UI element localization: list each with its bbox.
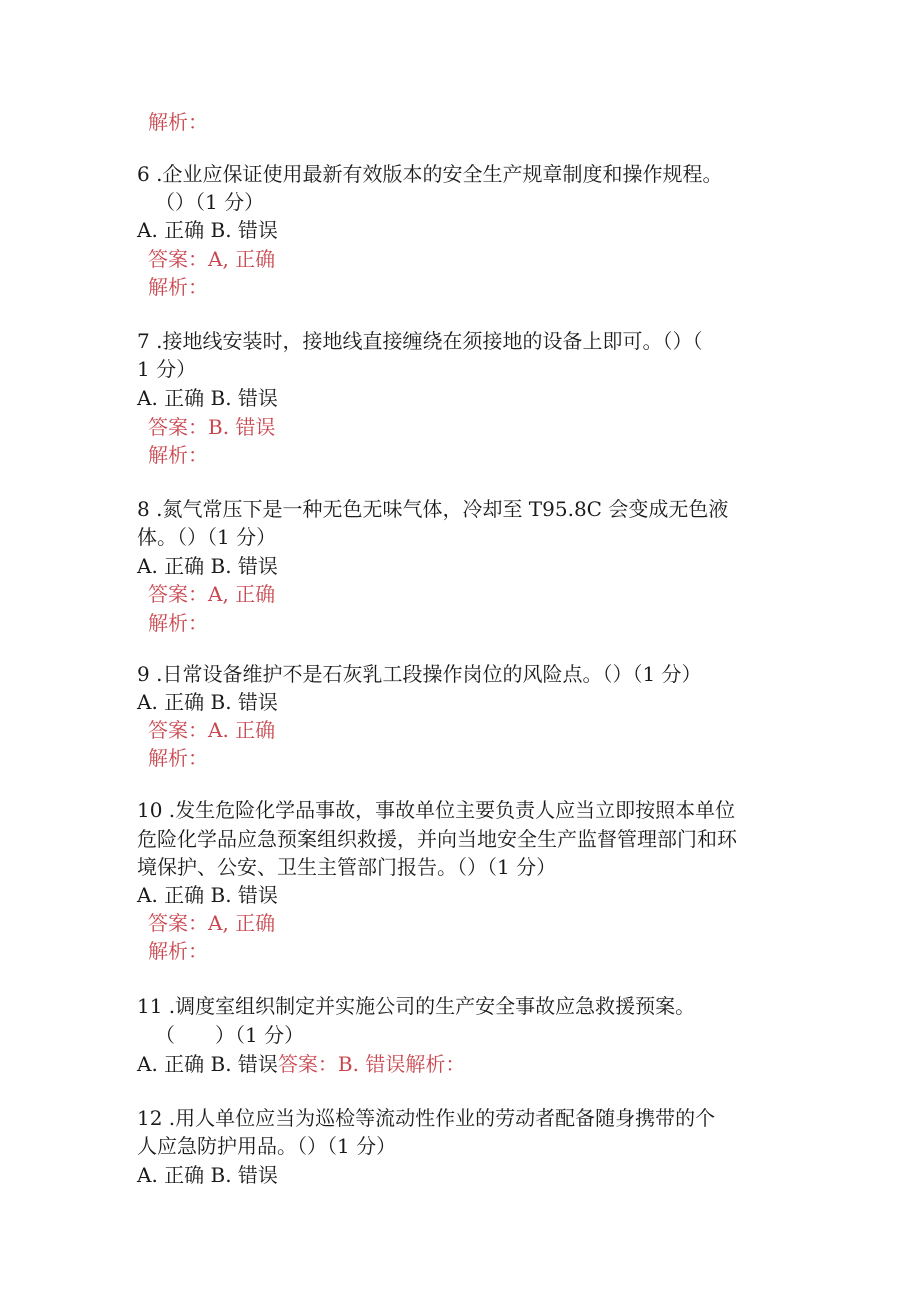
answer-line	[148, 108, 808, 136]
line-text: A. 正确 B. 错误	[137, 218, 278, 242]
line-text: 6 .企业应保证使用最新有效版本的安全生产规章制度和操作规程。	[137, 162, 723, 186]
line-text: 境保护、公安、卫生主管部门报告。（）（1 分）	[137, 855, 557, 879]
line-text: 人应急防护用品。（）（1 分）	[137, 1134, 397, 1158]
question-line	[137, 1050, 797, 1078]
question-line	[137, 160, 797, 188]
line-text: 体。（）（1 分）	[137, 525, 277, 549]
answer-line	[148, 716, 808, 744]
inline-answer: 答案：B. 错误解析：	[277, 1052, 466, 1076]
question-line	[137, 327, 797, 355]
question-line	[137, 853, 797, 881]
question-line	[137, 688, 797, 716]
question-line	[137, 1161, 797, 1189]
line-text: 答案：A, 正确	[148, 582, 276, 606]
answer-line	[148, 609, 808, 637]
question-line	[137, 825, 797, 853]
question-line	[137, 1104, 797, 1132]
line-text: 答案：A. 正确	[148, 718, 276, 742]
line-text: A. 正确 B. 错误	[137, 1163, 278, 1187]
line-text: 12 .用人单位应当为巡检等流动性作业的劳动者配备随身携带的个	[137, 1106, 716, 1130]
line-text: 10 .发生危险化学品事故，事故单位主要负责人应当立即按照本单位	[137, 798, 736, 822]
question-line	[137, 992, 797, 1020]
line-text: 11 .调度室组织制定并实施公司的生产安全事故应急救援预案。	[137, 994, 696, 1018]
question-line	[137, 355, 797, 383]
line-text: A. 正确 B. 错误	[137, 1052, 278, 1076]
line-text: A. 正确 B. 错误	[137, 554, 278, 578]
answer-line	[148, 580, 808, 608]
question-line	[137, 881, 797, 909]
question-line	[137, 384, 797, 412]
question-line	[137, 660, 797, 688]
line-text: 解析：	[148, 611, 208, 635]
line-text: 解析：	[148, 110, 208, 134]
answer-line	[148, 909, 808, 937]
answer-line	[148, 937, 808, 965]
line-text: 危险化学品应急预案组织救援，并向当地安全生产监督管理部门和环	[137, 827, 737, 851]
line-text: 答案：A, 正确	[148, 911, 276, 935]
answer-line	[148, 273, 808, 301]
question-line	[155, 188, 815, 216]
line-text: 8 .氮气常压下是一种无色无味气体，冷却至 T95.8C 会变成无色液	[137, 497, 729, 521]
question-line	[155, 1021, 815, 1049]
answer-line	[148, 413, 808, 441]
question-line	[137, 552, 797, 580]
line-text: 9 .日常设备维护不是石灰乳工段操作岗位的风险点。（）（1 分）	[137, 662, 702, 686]
line-text: 答案：A, 正确	[148, 247, 276, 271]
line-text: 7 .接地线安装时，接地线直接缠绕在须接地的设备上即可。（）（	[137, 329, 703, 353]
answer-line	[148, 441, 808, 469]
line-text: 解析：	[148, 746, 208, 770]
line-text: A. 正确 B. 错误	[137, 690, 278, 714]
question-line	[137, 216, 797, 244]
answer-line	[148, 744, 808, 772]
question-line	[137, 796, 797, 824]
line-text: 答案：B. 错误	[148, 415, 276, 439]
line-text: （）（1 分）	[155, 190, 265, 214]
line-text: 解析：	[148, 939, 208, 963]
line-text: 解析：	[148, 443, 208, 467]
question-line	[137, 1132, 797, 1160]
line-text: 1 分）	[137, 357, 197, 381]
line-text: A. 正确 B. 错误	[137, 883, 278, 907]
question-line	[137, 495, 797, 523]
line-text: （ ）（1 分）	[155, 1023, 305, 1047]
question-line	[137, 523, 797, 551]
answer-line	[148, 245, 808, 273]
line-text: 解析：	[148, 275, 208, 299]
line-text: A. 正确 B. 错误	[137, 386, 278, 410]
